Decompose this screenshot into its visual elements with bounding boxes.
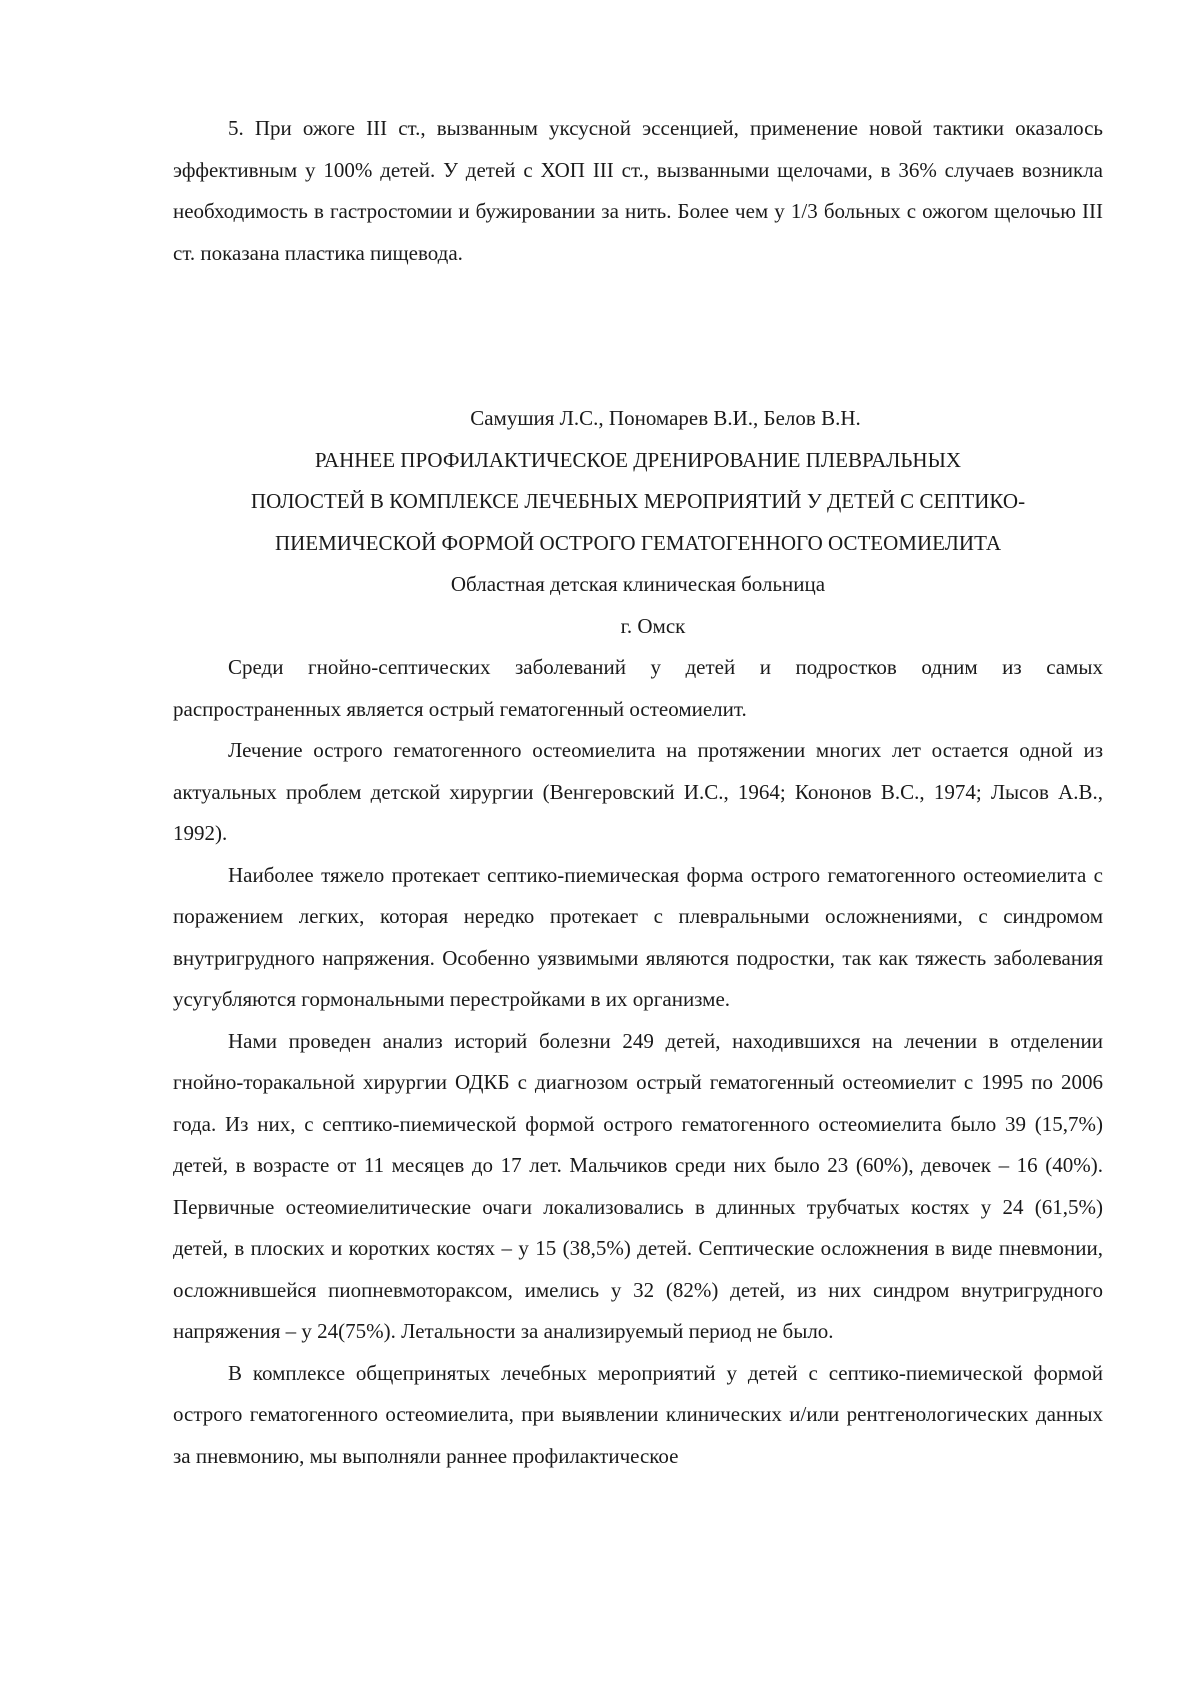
article-title [173,440,1103,565]
article-authors: Самушия Л.С., Пономарев В.И., Белов В.Н. [470,406,861,430]
article-title-line: ПИЕМИЧЕСКОЙ ФОРМОЙ ОСТРОГО ГЕМАТОГЕННОГО ОСТЕОМИЕЛИТА [274,530,1002,555]
article-title-line: ПОЛОСТЕЙ В КОМПЛЕКСЕ ЛЕЧЕБНЫХ МЕРОПРИЯТИЙ У ДЕТЕЙ С СЕПТИКО- [250,489,1026,513]
body-paragraph: Лечение острого гематогенного остеомиелита на протяжении многих лет остается одной из актуальных проблем детской хирургии (Венгеровский И.С., 1964; Кононов В.С., 1974; Лысов А.В., 1992). [173,738,1103,845]
article-title-line: РАННЕЕ ПРОФИЛАКТИЧЕСКОЕ ДРЕНИРОВАНИЕ ПЛЕВРАЛЬНЫХ [314,447,962,472]
body-paragraph: Наиболее тяжело протекает септико-пиемическая форма острого гематогенного остеомиелита с поражением легких, которая нередко протекает с плевральными осложнениями, с синдромом внутригрудного напряжения. Особенно уязвимыми являются подростки, так как тяжесть заболевания усугубляются гормональными перестройками в их организме. [173,862,1103,1011]
article-affiliation: Областная детская клиническая больница [450,572,826,596]
body-paragraph: В комплексе общепринятых лечебных мероприятий у детей с септико-пиемической формой острого гематогенного остеомиелита, при выявлении клинических и/или рентгенологических данных за пневмонию, мы выполняли раннее профилактическое [173,1360,1103,1468]
document-page [173,108,1103,1477]
article-city: г. Омск [620,613,686,638]
section-spacer [173,274,1103,398]
body-paragraph: Среди гнойно-септических заболеваний у детей и подростков одним из самых распространенных является острый гематогенный остеомиелит. [173,655,1103,721]
intro-paragraph: 5. При ожоге III ст., вызванным уксусной эссенцией, применение новой тактики оказалось эффективным у 100% детей. У детей с ХОП III ст., вызванными щелочами, в 36% случаев возникла необходимость в гастростомии и бужировании за нить. Более чем у 1/3 больных с ожогом щелочью III ст. показана пластика пищевода. [173,116,1103,265]
body-paragraph: Нами проведен анализ историй болезни 249 детей, находившихся на лечении в отделении гнойно-торакальной хирургии ОДКБ с диагнозом острый гематогенный остеомиелит с 1995 по 2006 года. Из них, с септико-пиемической формой острого гематогенного остеомиелита было 39 (15,7%) детей, в возрасте от 11 месяцев до 17 лет. Мальчиков среди них было 23 (60%), девочек – 16 (40%). Первичные остеомиелитические очаги локализовались в длинных трубчатых костях у 24 (61,5%) детей, в плоских и коротких костях – у 15 (38,5%) детей. Септические осложнения в виде пневмонии, осложнившейся пиопневмотораксом, имелись у 32 (82%) детей, из них синдром внутригрудного напряжения – у 24(75%). Летальности за анализируемый период не было. [173,1028,1103,1343]
